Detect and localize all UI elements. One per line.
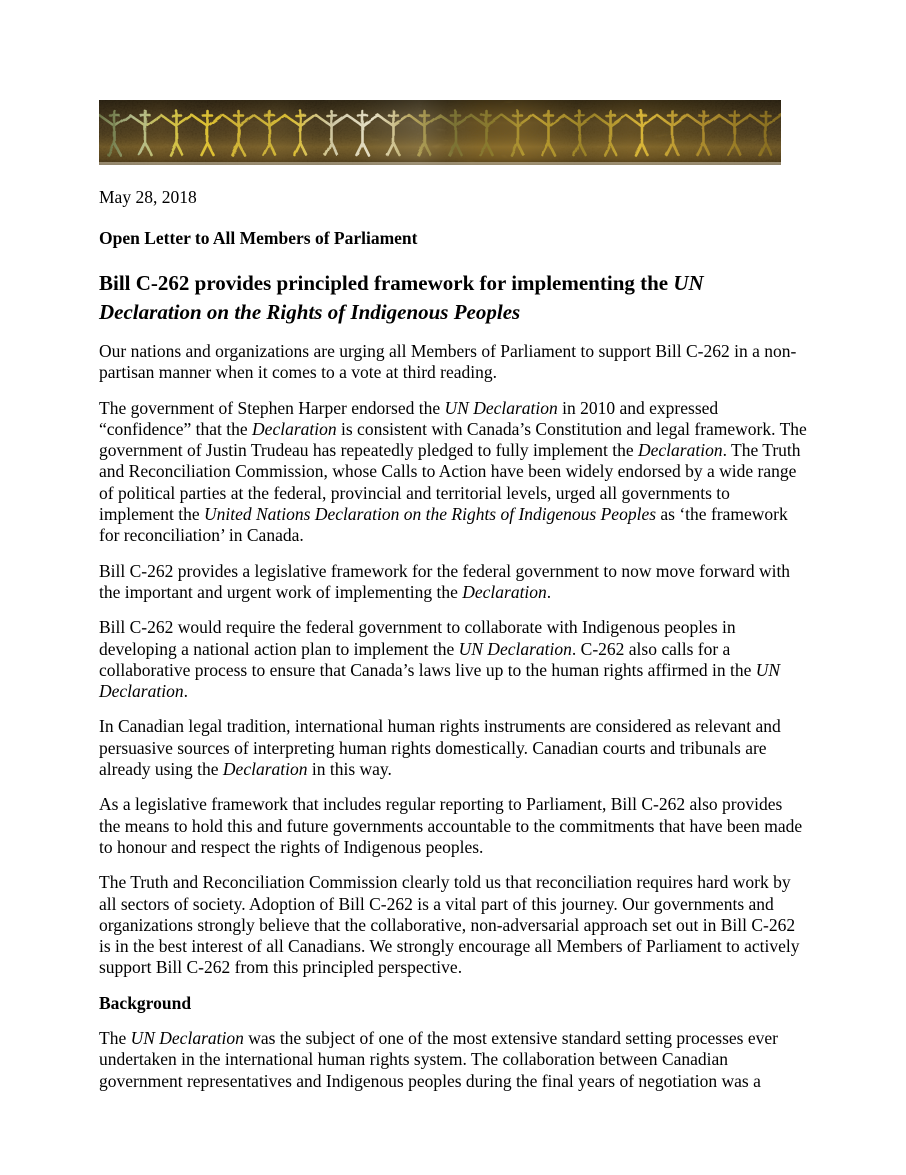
letter-paragraph (99, 341, 807, 384)
banner-artwork-svg (99, 100, 781, 165)
letter-paragraph (99, 398, 807, 547)
italic-text-run: Declaration (462, 581, 547, 602)
italic-text-run: Declaration (252, 418, 337, 439)
letter-paragraph (99, 617, 807, 702)
text-run: in this way. (307, 759, 392, 780)
banner-bottom-edge (99, 162, 781, 165)
letter-salutation-heading: Open Letter to All Members of Parliament (99, 228, 418, 248)
text-run: Bill C-262 would require the federal government to collaborate with Indigenous peoples in developing a national action plan to implement the (99, 617, 736, 659)
text-run: . The Truth and Reconciliation Commission, whose Calls to Action have been widely endorsed by a wide range of political parties at the federal, provincial and territorial levels, urged all governments to implement the (99, 440, 801, 525)
text-run: Background (99, 992, 192, 1013)
text-run: The government of Stephen Harper endorsed the (99, 397, 445, 418)
italic-text-run: UN Declaration on the Rights of Indigenous Peoples (99, 271, 704, 324)
text-run: . C-262 also calls for a collaborative process to ensure that Canada’s laws live up to the human rights affirmed in the (99, 638, 756, 680)
italic-text-run: UN Declaration (99, 659, 781, 702)
italic-text-run: UN Declaration (444, 397, 558, 418)
letter-paragraph (99, 561, 807, 604)
letter-title (99, 269, 807, 327)
text-run: As a legislative framework that includes regular reporting to Parliament, Bill C-262 also provides the means to hold this and future governments accountable to the commitments that have been made to honour and respect the rights of Indigenous peoples. (99, 794, 803, 857)
text-run: was the subject of one of the most extensive standard setting processes ever undertaken in the international human rights system. The collaboration between Canadian government representatives and Indigenous peoples during the final years of negotiation was a (99, 1028, 778, 1091)
letter-paragraph (99, 794, 807, 858)
section-heading (99, 993, 807, 1014)
italic-text-run: UN Declaration (458, 638, 572, 659)
italic-text-run: Declaration (638, 440, 723, 461)
italic-text-run: Declaration (222, 759, 308, 780)
text-run: In Canadian legal tradition, international human rights instruments are considered as relevant and persuasive sources of interpreting human rights domestically. Canadian courts and tribunals are already using the (99, 716, 781, 780)
text-run: . (546, 581, 552, 602)
figures-holding-hands-banner-artwork (99, 100, 781, 165)
text-run: The Truth and Reconciliation Commission clearly told us that reconciliation requires hard work by all sectors of society. Adoption of Bill C-262 is a vital part of this journey. Our governments and organizations strongly believe that the collaborative, non-adversarial approach set out in Bill C-262 is in the best interest of all Canadians. We strongly encourage all Members of Parliament to actively support Bill C-262 from this principled perspective. (99, 872, 800, 978)
letter-paragraph (99, 872, 807, 978)
text-run: Bill C-262 provides principled framework for implementing the (99, 271, 674, 295)
text-run: Bill C-262 provides a legislative framework for the federal government to now move forward with the important and urgent work of implementing the (99, 560, 791, 602)
letter-paragraph (99, 1028, 807, 1092)
italic-text-run: United Nations Declaration on the Rights of Indigenous Peoples (203, 504, 657, 525)
italic-text-run: UN Declaration (130, 1028, 244, 1049)
letter-body (99, 341, 807, 1092)
text-run: in 2010 and expressed “confidence” that the (99, 397, 719, 439)
letter-date: May 28, 2018 (99, 187, 197, 207)
text-run: is consistent with Canada’s Constitution and legal framework. The government of Justin Trudeau has repeatedly pledged to fully implement the (99, 418, 807, 461)
text-run: . (183, 681, 188, 702)
text-run: The (99, 1028, 131, 1049)
text-run: Our nations and organizations are urging all Members of Parliament to support Bill C-262 in a non-partisan manner when it comes to a vote at third reading. (99, 341, 797, 383)
text-run: as ‘the framework for reconciliation’ in Canada. (99, 504, 788, 546)
letter-paragraph (99, 716, 807, 780)
